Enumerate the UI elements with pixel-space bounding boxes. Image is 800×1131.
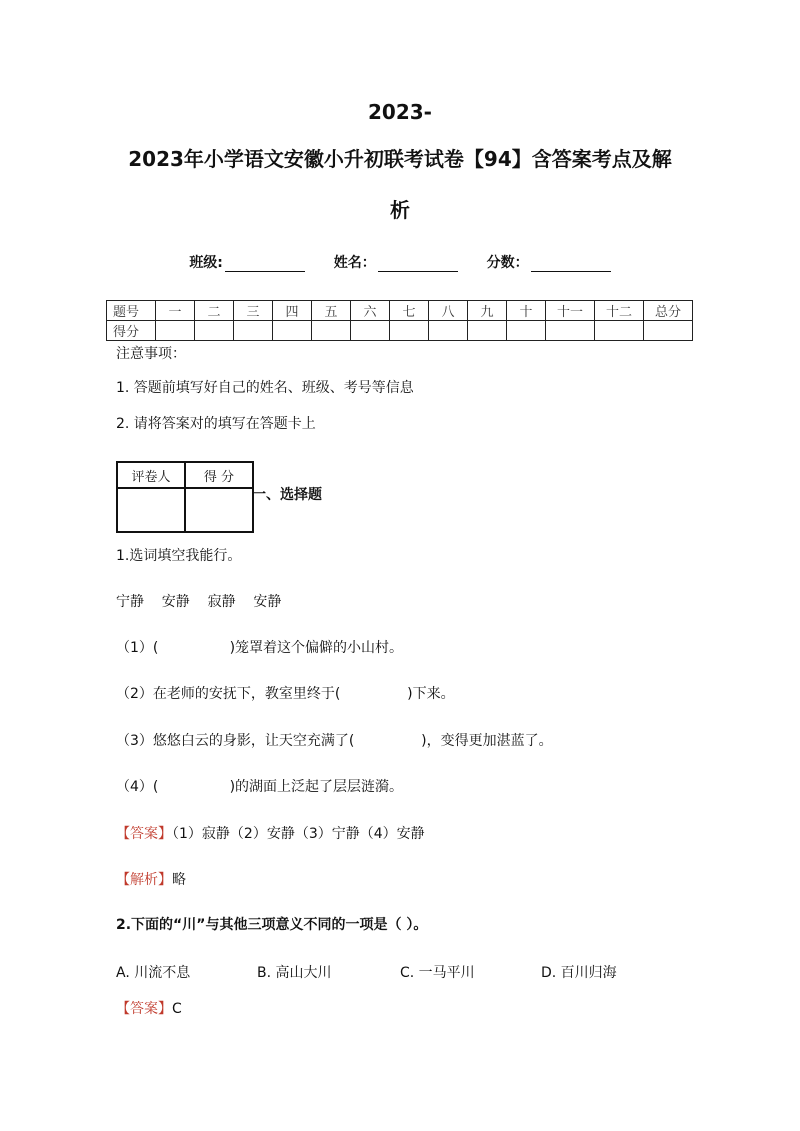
score-table-col: 一	[156, 301, 195, 321]
score-table-col: 十一	[546, 301, 595, 321]
score-table-col: 九	[468, 301, 507, 321]
grader-reviewer-label: 评卷人	[117, 462, 185, 488]
q1-sentence-1: （1）( )笼罩着这个偏僻的小山村。	[116, 640, 404, 656]
answer-tag: 【答案】	[116, 1001, 172, 1017]
q1-options: 宁静 安静 寂静 安静	[116, 594, 282, 610]
q2-answer-row	[116, 998, 182, 1018]
grader-entry-row	[117, 488, 253, 532]
score-cell[interactable]	[507, 321, 546, 341]
grader-table	[116, 461, 254, 533]
q1-answer-row	[116, 823, 425, 843]
score-table-col: 二	[195, 301, 234, 321]
score-table	[106, 300, 693, 341]
score-label: 分数：	[486, 255, 529, 271]
grader-header-row	[117, 462, 253, 488]
name-field[interactable]	[334, 252, 458, 272]
name-blank[interactable]	[378, 257, 458, 272]
grader-score-label: 得 分	[185, 462, 253, 488]
notes-title: 注意事项：	[116, 346, 186, 362]
score-table-col: 七	[390, 301, 429, 321]
score-cell[interactable]	[546, 321, 595, 341]
student-info-row	[0, 252, 800, 272]
score-table-row1-label: 题号	[107, 301, 156, 321]
q1-sentence-2: （2）在老师的安抚下，教室里终于( )下来。	[116, 686, 455, 702]
score-cell[interactable]	[429, 321, 468, 341]
class-label: 班级:	[189, 255, 223, 271]
notes-item-1: 1. 答题前填写好自己的姓名、班级、考号等信息	[116, 380, 414, 396]
answer-tag: 【答案】	[116, 826, 172, 842]
score-cell[interactable]	[312, 321, 351, 341]
score-cell[interactable]	[273, 321, 312, 341]
q2-option-b[interactable]: B. 高山大川	[257, 965, 332, 981]
score-cell[interactable]	[156, 321, 195, 341]
grader-reviewer-cell[interactable]	[117, 488, 185, 532]
name-label: 姓名：	[333, 255, 376, 271]
grader-score-cell[interactable]	[185, 488, 253, 532]
q2-option-d[interactable]: D. 百川归海	[541, 965, 617, 981]
class-field[interactable]	[189, 252, 305, 272]
score-cell[interactable]	[234, 321, 273, 341]
class-blank[interactable]	[225, 257, 305, 272]
q1-sentence-3: （3）悠悠白云的身影，让天空充满了( )，变得更加湛蓝了。	[116, 733, 553, 749]
score-blank[interactable]	[531, 257, 611, 272]
title-line-1: 2023-	[368, 100, 432, 124]
notes-item-2: 2. 请将答案对的填写在答题卡上	[116, 416, 316, 432]
score-table-col: 四	[273, 301, 312, 321]
score-table-header-row	[107, 301, 693, 321]
q2-option-a[interactable]: A. 川流不息	[116, 965, 191, 981]
score-table-col: 三	[234, 301, 273, 321]
score-table-col: 六	[351, 301, 390, 321]
q2-option-c[interactable]: C. 一马平川	[400, 965, 475, 981]
analysis-tag: 【解析】	[116, 872, 172, 888]
score-table-col: 八	[429, 301, 468, 321]
score-table-score-row	[107, 321, 693, 341]
score-table-row2-label: 得分	[107, 321, 156, 341]
score-table-col: 五	[312, 301, 351, 321]
score-cell[interactable]	[595, 321, 644, 341]
q2-answer: C	[172, 1001, 182, 1017]
q1-sentence-4: （4）( )的湖面上泛起了层层涟漪。	[116, 779, 404, 795]
score-field[interactable]	[487, 252, 611, 272]
q2-stem: 2.下面的“川”与其他三项意义不同的一项是（ ）。	[116, 917, 428, 933]
score-table-col: 总分	[644, 301, 693, 321]
q1-analysis: 略	[172, 872, 186, 888]
score-cell[interactable]	[351, 321, 390, 341]
q1-analysis-row	[116, 869, 186, 889]
q1-answer: （1）寂静（2）安静（3）宁静（4）安静	[172, 826, 425, 842]
title-line-3: 析	[390, 198, 410, 222]
score-cell[interactable]	[390, 321, 429, 341]
q1-stem: 1.选词填空我能行。	[116, 548, 242, 564]
score-cell[interactable]	[195, 321, 234, 341]
title-line-2: 2023年小学语文安徽小升初联考试卷【94】含答案考点及解	[128, 147, 672, 171]
score-table-col: 十	[507, 301, 546, 321]
score-table-col: 十二	[595, 301, 644, 321]
section-title: 一、选择题	[252, 487, 322, 503]
score-cell[interactable]	[468, 321, 507, 341]
score-cell[interactable]	[644, 321, 693, 341]
